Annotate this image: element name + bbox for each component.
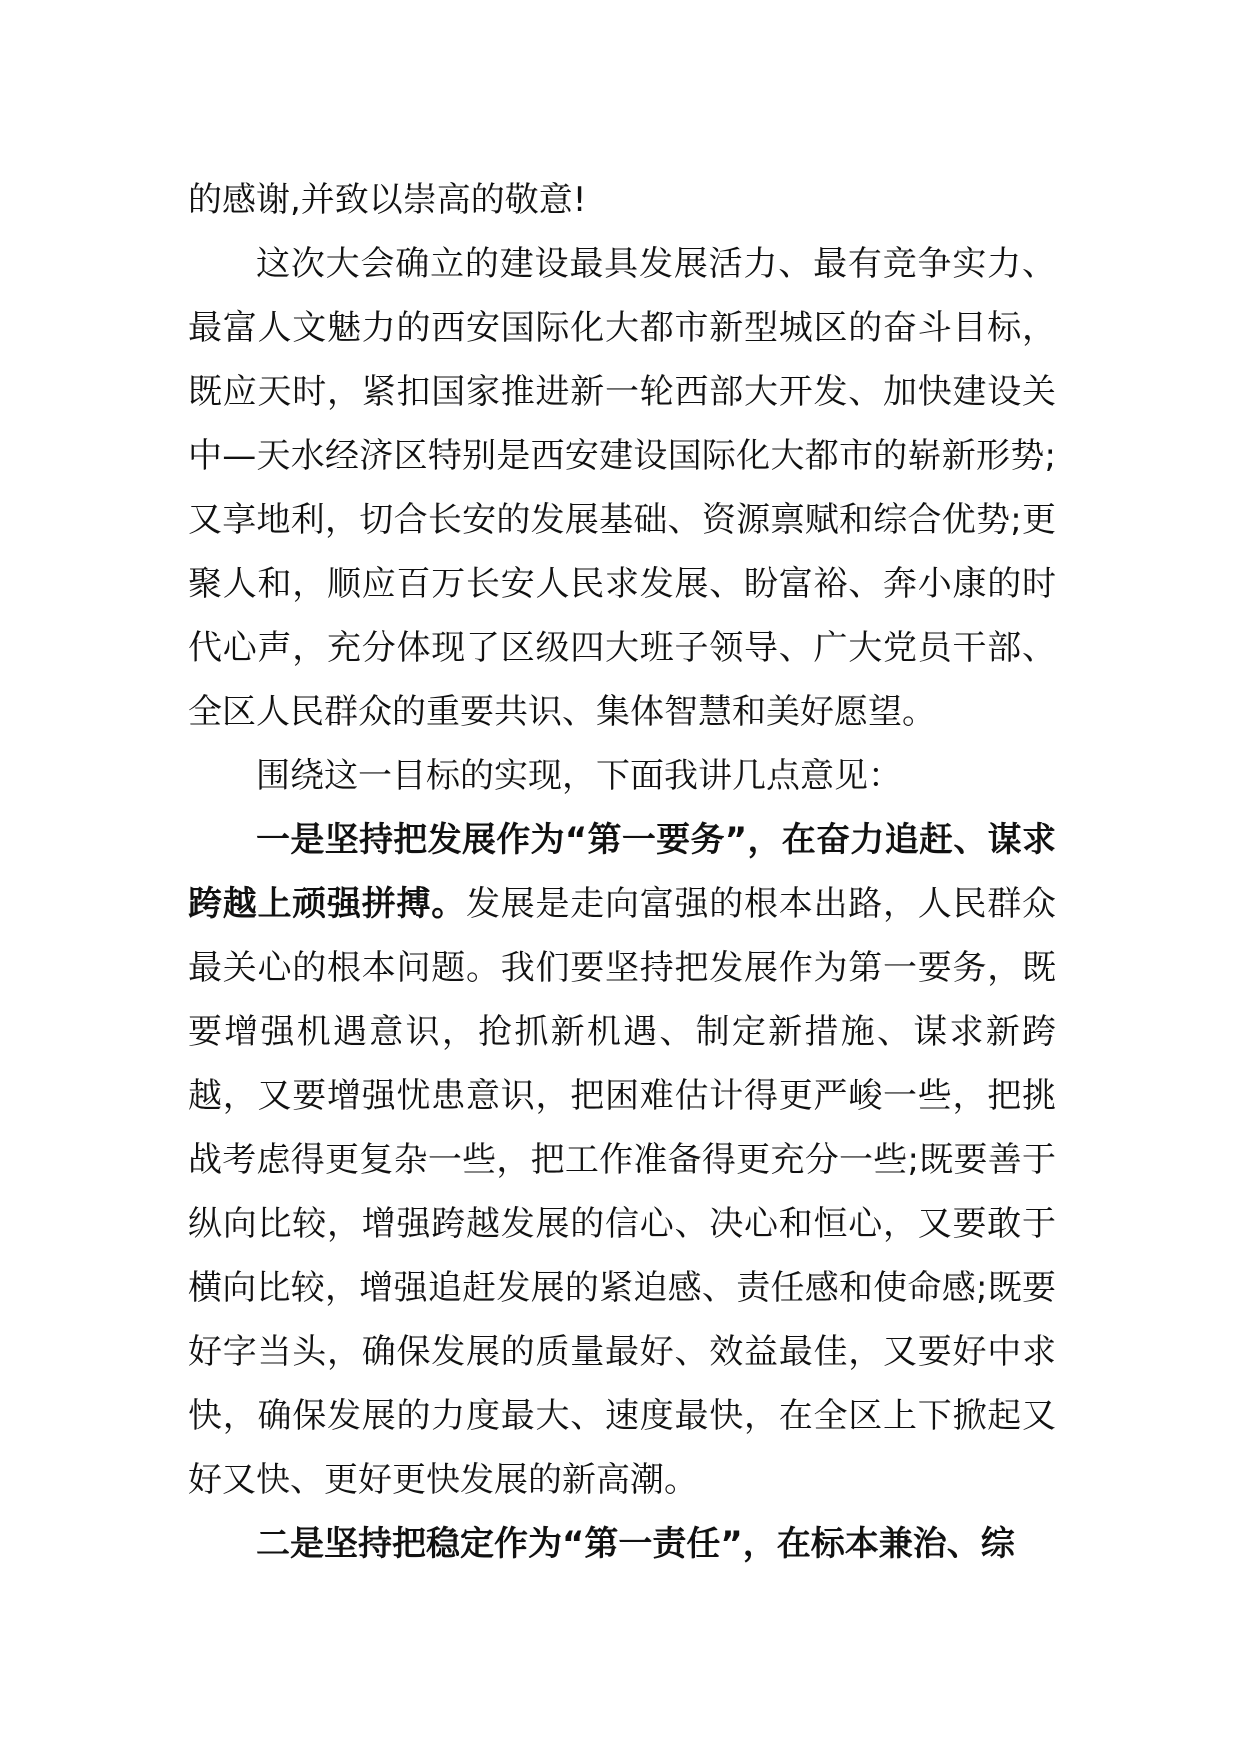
paragraph-2-text: 这次大会确立的建设最具发展活力、最有竞争实力、最富人文魅力的西安国际化大都市新型城区的奋斗目标，既应天时，紧扣国家推进新一轮西部大开发、加快建设关中—天水经济区特别是西安建设国际化大都市的崭新形势;又享地利，切合长安的发展基础、资源禀赋和综合优势;更聚人和，顺应百万长安人民求发展、盼富裕、奔小康的时代心声，充分体现了区级四大班子领导、广大党员干部、全区人民群众的重要共识、集体智慧和美好愿望。	[188, 244, 1056, 732]
paragraph-1-text: 的感谢,并致以崇高的敬意!	[188, 180, 587, 220]
document-body	[188, 168, 1056, 1576]
paragraph-1	[188, 168, 1056, 232]
paragraph-5-heading: 二是坚持把稳定作为“第一责任”，在标本兼治、综	[256, 1524, 1015, 1564]
paragraph-4-heading: 一是坚持把发展作为“第一要务”，在奋力追赶、谋求跨越上顽强拼搏。	[188, 820, 1056, 924]
paragraph-4-text: 发展是走向富强的根本出路，人民群众最关心的根本问题。我们要坚持把发展作为第一要务，既要增强机遇意识，抢抓新机遇、制定新措施、谋求新跨越，又要增强忧患意识，把困难估计得更严峻一些，把挑战考虑得更复杂一些，把工作准备得更充分一些;既要善于纵向比较，增强跨越发展的信心、决心和恒心，又要敢于横向比较，增强追赶发展的紧迫感、责任感和使命感;既要好字当头，确保发展的质量最好、效益最佳，又要好中求快，确保发展的力度最大、速度最快，在全区上下掀起又好又快、更好更快发展的新高潮。	[188, 884, 1057, 1500]
paragraph-4	[188, 808, 1056, 1512]
paragraph-3	[188, 744, 1056, 808]
paragraph-2	[188, 232, 1056, 744]
paragraph-5	[188, 1512, 1056, 1576]
paragraph-3-text: 围绕这一目标的实现，下面我讲几点意见：	[256, 756, 902, 796]
